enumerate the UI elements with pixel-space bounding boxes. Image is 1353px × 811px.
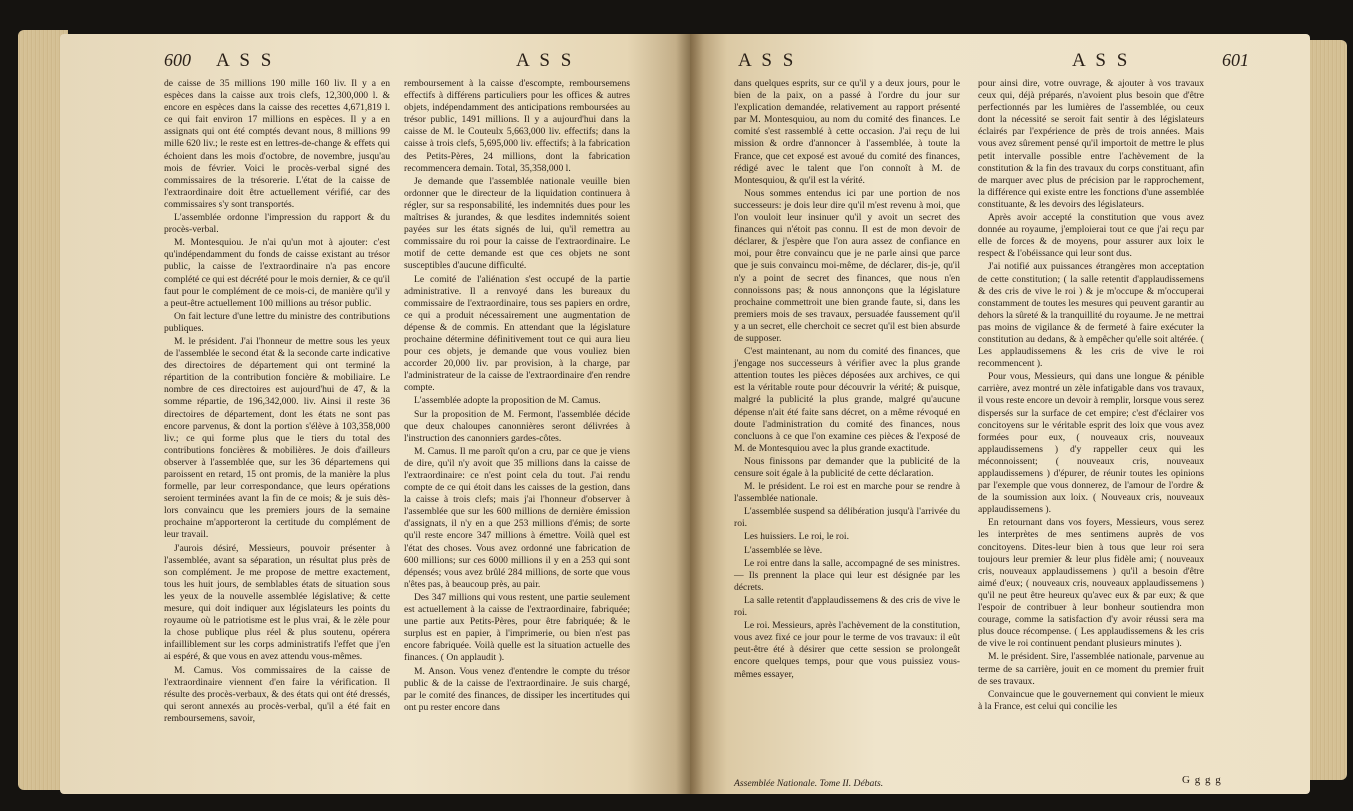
right-running-head — [690, 50, 1310, 72]
paragraph: L'assemblée adopte la proposition de M. Camus. — [414, 395, 601, 407]
left-head-word-2: A S S — [516, 50, 575, 71]
right-page-number: 601 — [1222, 50, 1249, 70]
paragraph: La salle retentit d'applaudissemens & des cris de vive le roi. — [734, 594, 960, 619]
paragraph: L'assemblée suspend sa délibération jusqu'à l'arrivée du roi. — [734, 506, 960, 530]
paragraph: M. Camus. Il me paroît qu'on a cru, par ce que je viens de dire, qu'il n'y avoit que 35 millions dans la caisse de l'extraordinaire: ce n'est point cela du tout. J'ai rendu compte de ce qui étoit dans les caisses de la gestion, dans la caisse à trois clefs; mais j'ai l'honneur d'observer à l'assemblée que sur les 600 millions de dernière émission d'assignats, il n'y en a que 253 millions d'émis; de sorte qu'il reste encore 347 millions à émettre. Voilà quel est l'état des choses. Vous avez ordonné une fabrication de 600 millions; sur ces 6000 millions il y en a 253 qui sont dépensés; vous avez brûlé 284 millions, de sorte que vous n'êtes pas, à beaucoup près, au pair. — [404, 445, 630, 590]
paragraph: de caisse de 35 millions 190 mille 160 liv. Il y a en espèces dans la caisse aux trois clefs, 12,300,000 l. & encore en espèces dans la caisse des recettes 4,671,819 l. ce qui fait environ 17 millions en espèces. Il y a en assignats qui ont été comptés devant nous, 8 millions 99 mille 620 liv.; le reste est en lettres-de-change & effets qui échoient dans les mois d'octobre, de novembre, jusqu'au mois de février. Voici le procès-verbal signé des commissaires de la trésorerie. L'état de la caisse de l'extraordinaire doit être actuellement vérifié, car des commissaires s'y sont transportés. — [164, 78, 390, 210]
right-page-edges — [1307, 40, 1347, 780]
paragraph: L'assemblée ordonne l'impression du rapport & du procès-verbal. — [164, 212, 390, 236]
paragraph: L'assemblée se lève. — [744, 544, 823, 556]
left-page-number: 600 — [164, 50, 191, 70]
gathering-mark: G g g g — [1182, 774, 1222, 786]
footer-signature: Assemblée Nationale. Tome II. Débats. — [734, 778, 884, 789]
paragraph: J'aurois désiré, Messieurs, pouvoir présenter à l'assemblée, avant sa séparation, un résultat plus près de son complément. Je me propose de mettre exactement, tous les huit jours, de semblables états de situation sous les yeux de la nouvelle assemblée législative; & cette mesure, qui doit indiquer aux législateurs les points du royaume où le patriotisme est le plus vrai, & le zèle pour la chose publique plus réel & plus soutenu, opérera infailliblement sur les corps administratifs l'effet que j'en ai espéré, & que vous en avez attendu vous-mêmes. — [164, 542, 390, 663]
left-column-1 — [164, 78, 390, 726]
paragraph: Des 347 millions qui vous restent, une partie seulement est actuellement à la caisse de l'extraordinaire, fabriquée; une partie aux Petits-Pères, pour être fabriquée; & le surplus est en papier, à l'imprimerie, ou bien n'est pas encore fabriquée. Voilà quelle est la situation actuelle des finances. ( On applaudit ). — [404, 591, 630, 664]
paragraph: Après avoir accepté la constitution que vous avez donnée au royaume, j'emploierai tout ce que j'ai reçu par elle de forces & de moyens, pour assurer aux loix le respect & l'obéissance qui leur sont dus. — [978, 212, 1204, 260]
paragraph: C'est maintenant, au nom du comité des finances, que j'engage nos successeurs à vérifier avec la plus grande attention toutes les pièces déposées aux archives, ce qui est la véritable route pour découvrir la vérité; & puisque, malgré la publicité la plus grande, malgré qu'aucune dépense n'ait été faite sans décret, on a même révoqué en doute l'administration du comité des finances, nous concluons à ce que l'on examine ces pièces & l'exposé de M. de Montesquiou avec la plus grande exactitude. — [734, 346, 960, 454]
paragraph: Nous finissons par demander que la publicité de la censure soit égale à la publicité de cette déclaration. — [734, 455, 960, 479]
paragraph: M. Anson. Vous venez d'entendre le compte du trésor public & de la caisse de l'extraordinaire. Je suis chargé, par le comité des finances, de dissiper les incertitudes qui ont pu rester encore dans — [404, 665, 630, 713]
right-head-word-1: A S S — [738, 50, 797, 71]
paragraph: Les huissiers. Le roi, le roi. — [744, 531, 849, 543]
paragraph: Sur la proposition de M. Fermont, l'assemblée décide que deux chaloupes canonnières seront délivrées à l'instruction des canonniers gardes-côtes. — [404, 408, 630, 444]
right-column-1 — [734, 78, 960, 682]
paragraph: M. le président. Sire, l'assemblée nationale, parvenue au terme de sa carrière, jouit en ce moment du premier fruit de ses travaux. — [978, 651, 1204, 687]
left-running-head — [60, 50, 690, 72]
right-page — [690, 34, 1310, 794]
paragraph: M. Camus. Vos commissaires de la caisse de l'extraordinaire viennent d'en faire la vérification. Il résulte des procès-verbaux, & des états qui ont été dressés, qui seront annexés au procès-verbal, qu'il a été fait en remboursemens, savoir, — [164, 664, 390, 724]
paragraph: On fait lecture d'une lettre du ministre des contributions publiques. — [164, 310, 390, 334]
paragraph: En retournant dans vos foyers, Messieurs, vous serez les interprètes de mes sentimens auprès de vos concitoyens. Dites-leur bien à tous que leur roi sera toujours leur premier & leur plus fidèle ami; ( nouveaux cris, nouveaux applaudissemens ) qu'il a besoin d'être aimé d'eux; ( nouveaux cris, nouveaux applaudissemens ) qu'il ne peut être heureux qu'avec eux & par eux; & que l'espoir de contribuer à leur bonheur soutiendra mon courage, comme la satisfaction d'y avoir réussi sera ma plus douce récompense. ( Les applaudissemens & les cris de vive le roi continuent pendant plusieurs minutes ). — [978, 517, 1204, 650]
paragraph: remboursement à la caisse d'escompte, remboursemens effectifs à différens particuliers pour les offices & autres objets, indépendamment des anticipations remboursées au trésor public, 1491 millions. Il y a aujourd'hui dans la caisse de M. le Couteulx 5,663,000 liv. effectifs; dans la caisse à trois clefs, 5,695,000 liv. effectifs; à la fabrication des Petits-Pères, 24 millions, dont la fabrication recommencera demain. Total, 35,358,000 l. — [404, 78, 630, 174]
paragraph: dans quelques esprits, sur ce qu'il y a deux jours, pour le bien de la paix, on a passé à l'ordre du jour sur l'explication demandée, relativement au rapport présenté par M. Montesquiou, au nom du comité des finances. Le comité s'est rassemblé à cette occasion. J'ai reçu de lui mission & ordre d'annoncer à l'assemblée, à toute la France, que cet exposé est avoué du comité des finances, rédigé avec le talent que l'on connoît à M. de Montesquiou, & qu'il est la vérité. — [734, 78, 960, 186]
right-head-word-2: A S S — [1072, 50, 1131, 71]
left-column-2 — [404, 78, 630, 715]
paragraph: Le roi entre dans la salle, accompagné de ses ministres. — Ils prennent la place qui leur est désignée par les décrets. — [734, 557, 960, 593]
paragraph: M. le président. Le roi est en marche pour se rendre à l'assemblée nationale. — [734, 481, 960, 505]
right-column-2 — [978, 78, 1204, 714]
paragraph: Nous sommes entendus ici par une portion de nos successeurs: je dois leur dire qu'il m'est revenu à moi, que l'on vouloit leur insinuer qu'il y avoit un secret des finances qui n'étoit pas connu. Il est de mon devoir de déclarer, & j'espère que l'on aura assez de confiance en moi, pour être convaincu que je ne parle ainsi que parce que je suis convaincu moi-même, de déclarer, dis-je, qu'il n'y a point de secret des finances, que nous n'en connoissons pas; & nous annonçons que la législature prochaine commettroit une bien grande faute, si, dans les premiers mois de ses travaux, persuadée faussement qu'il y a un secret, elle cherchoit ce secret qu'il est bien absurde de supposer. — [734, 187, 960, 344]
paragraph: Je demande que l'assemblée nationale veuille bien ordonner que le directeur de la liquidation continuera à régler, sur sa responsabilité, les indemnités dues pour les maîtrises & jurandes, & que lesdites indemnités soient payées sur les états signés de lui, qu'il remettra au commissaire du roi pour la caisse de l'extraordinaire. Le motif de cette demande est que ces objets ne sont susceptibles d'aucune difficulté. — [404, 175, 630, 272]
left-head-word-1: A S S — [216, 50, 275, 71]
paragraph: Le roi. Messieurs, après l'achèvement de la constitution, vous avez fixé ce jour pour le terme de vos travaux: il eût peut-être été à désirer que cette session se prolongeât encore quelques temps, pour que vous puissiez vous-mêmes essayer, — [734, 620, 960, 680]
left-page — [60, 34, 690, 794]
paragraph: Convaincue que le gouvernement qui convient le mieux à la France, est celui qui concilie les — [978, 688, 1204, 712]
paragraph: M. le président. J'ai l'honneur de mettre sous les yeux de l'assemblée le second état & la seconde carte indicative des directoires de département qui ont terminé la répartition de la contribution foncière & mobiliaire. Le nombre de ces directoires est aujourd'hui de 47, & la somme répartie, de 196,342,000. liv. Ainsi il reste 36 directoires de département, dont les états ne sont pas encore parvenus, & dont la portion s'élève à 103,358,000 liv.; ce qui forme plus que le tiers du total des contributions foncières & mobilières. Je dois d'ailleurs observer à l'assemblée que, sur les 36 départemens qui paroissent en retard, 15 ont promis, de la manière la plus formelle, par leur correspondance, que leurs opérations seroient terminées avant la fin de ce mois; & je suis dès-lors convaincu que les premiers jours de la semaine prochaine m'apporteront la certitude du complément de leur travail. — [164, 335, 390, 541]
paragraph: Le comité de l'aliénation s'est occupé de la partie administrative. Il a renvoyé dans les bureaux du commissaire de l'extraordinaire, tous ses papiers en ordre, ce qui a produit nécessairement une augmentation de dépense & de commis. En attendant que la législature prochaine détermine définitivement tout ce qui aura lieu pour ces objets, je demande que vous vouliez bien accorder 20,000 liv. par provision, à la charge, par l'administrateur de la caisse de l'extraordinaire d'en rendre compte. — [404, 273, 630, 394]
book-gutter — [676, 34, 704, 794]
paragraph: J'ai notifié aux puissances étrangères mon acceptation de cette constitution; ( la salle retentit d'applaudissemens & des cris de vive le roi ) & je m'occupe & m'occuperai constamment de toutes les mesures qui peuvent garantir au dehors la sûreté & la tranquillité du royaume. Je ne mettrai pas moins de vigilance & de fermeté à faire exécuter la constitution au dedans, & à empêcher qu'elle soit altérée. ( Les applaudissemens & les cris de vive le roi recommencent ). — [978, 261, 1204, 370]
paragraph: Pour vous, Messieurs, qui dans une longue & pénible carrière, avez montré un zèle infatigable dans vos travaux, il vous reste encore un devoir à remplir, lorsque vous serez dispersés sur la surface de cet empire; c'est d'éclairer vos concitoyens sur le véritable esprit des loix que vous avez formées pour eux, ( nouveaux cris, nouveaux applaudissemens ) d'y rappeller ceux qui les méconnoissent; ( nouveaux cris, nouveaux applaudissemens ) d'épurer, de réunir toutes les opinions par l'exemple que vous donnerez, de l'amour de l'ordre & de la soumission aux loix. ( Nouveaux cris, nouveaux applaudissemens ). — [978, 371, 1204, 516]
paragraph: M. Montesquiou. Je n'ai qu'un mot à ajouter: c'est qu'indépendamment du fonds de caisse existant au trésor public, la caisse de l'extraordinaire n'a pas encore complété ce qui est décrété pour le mois dernier, & ce qu'il faut pour le complément de ce mois-ci, de manière qu'il y a peut-être actuellement 100 millions au trésor public. — [164, 237, 390, 309]
paragraph: pour ainsi dire, votre ouvrage, & ajouter à vos travaux ceux qui, déjà préparés, n'avoient plus besoin que d'être perfectionnés par les lumières de l'assemblée, ou ceux dont la nécessité se seroit fait sentir à des législateurs éclairés par l'expérience de près de trois années. Mais vous avez sûrement pensé qu'il importoit de mettre le plus petit intervalle possible entre l'achèvement de la constitution & la fin des travaux du corps constituant, afin de marquer avec plus de précision par le rapprochement, la différence qui existe entre les fonctions d'une assemblée constituante, & les devoirs des législateurs. — [978, 78, 1204, 210]
